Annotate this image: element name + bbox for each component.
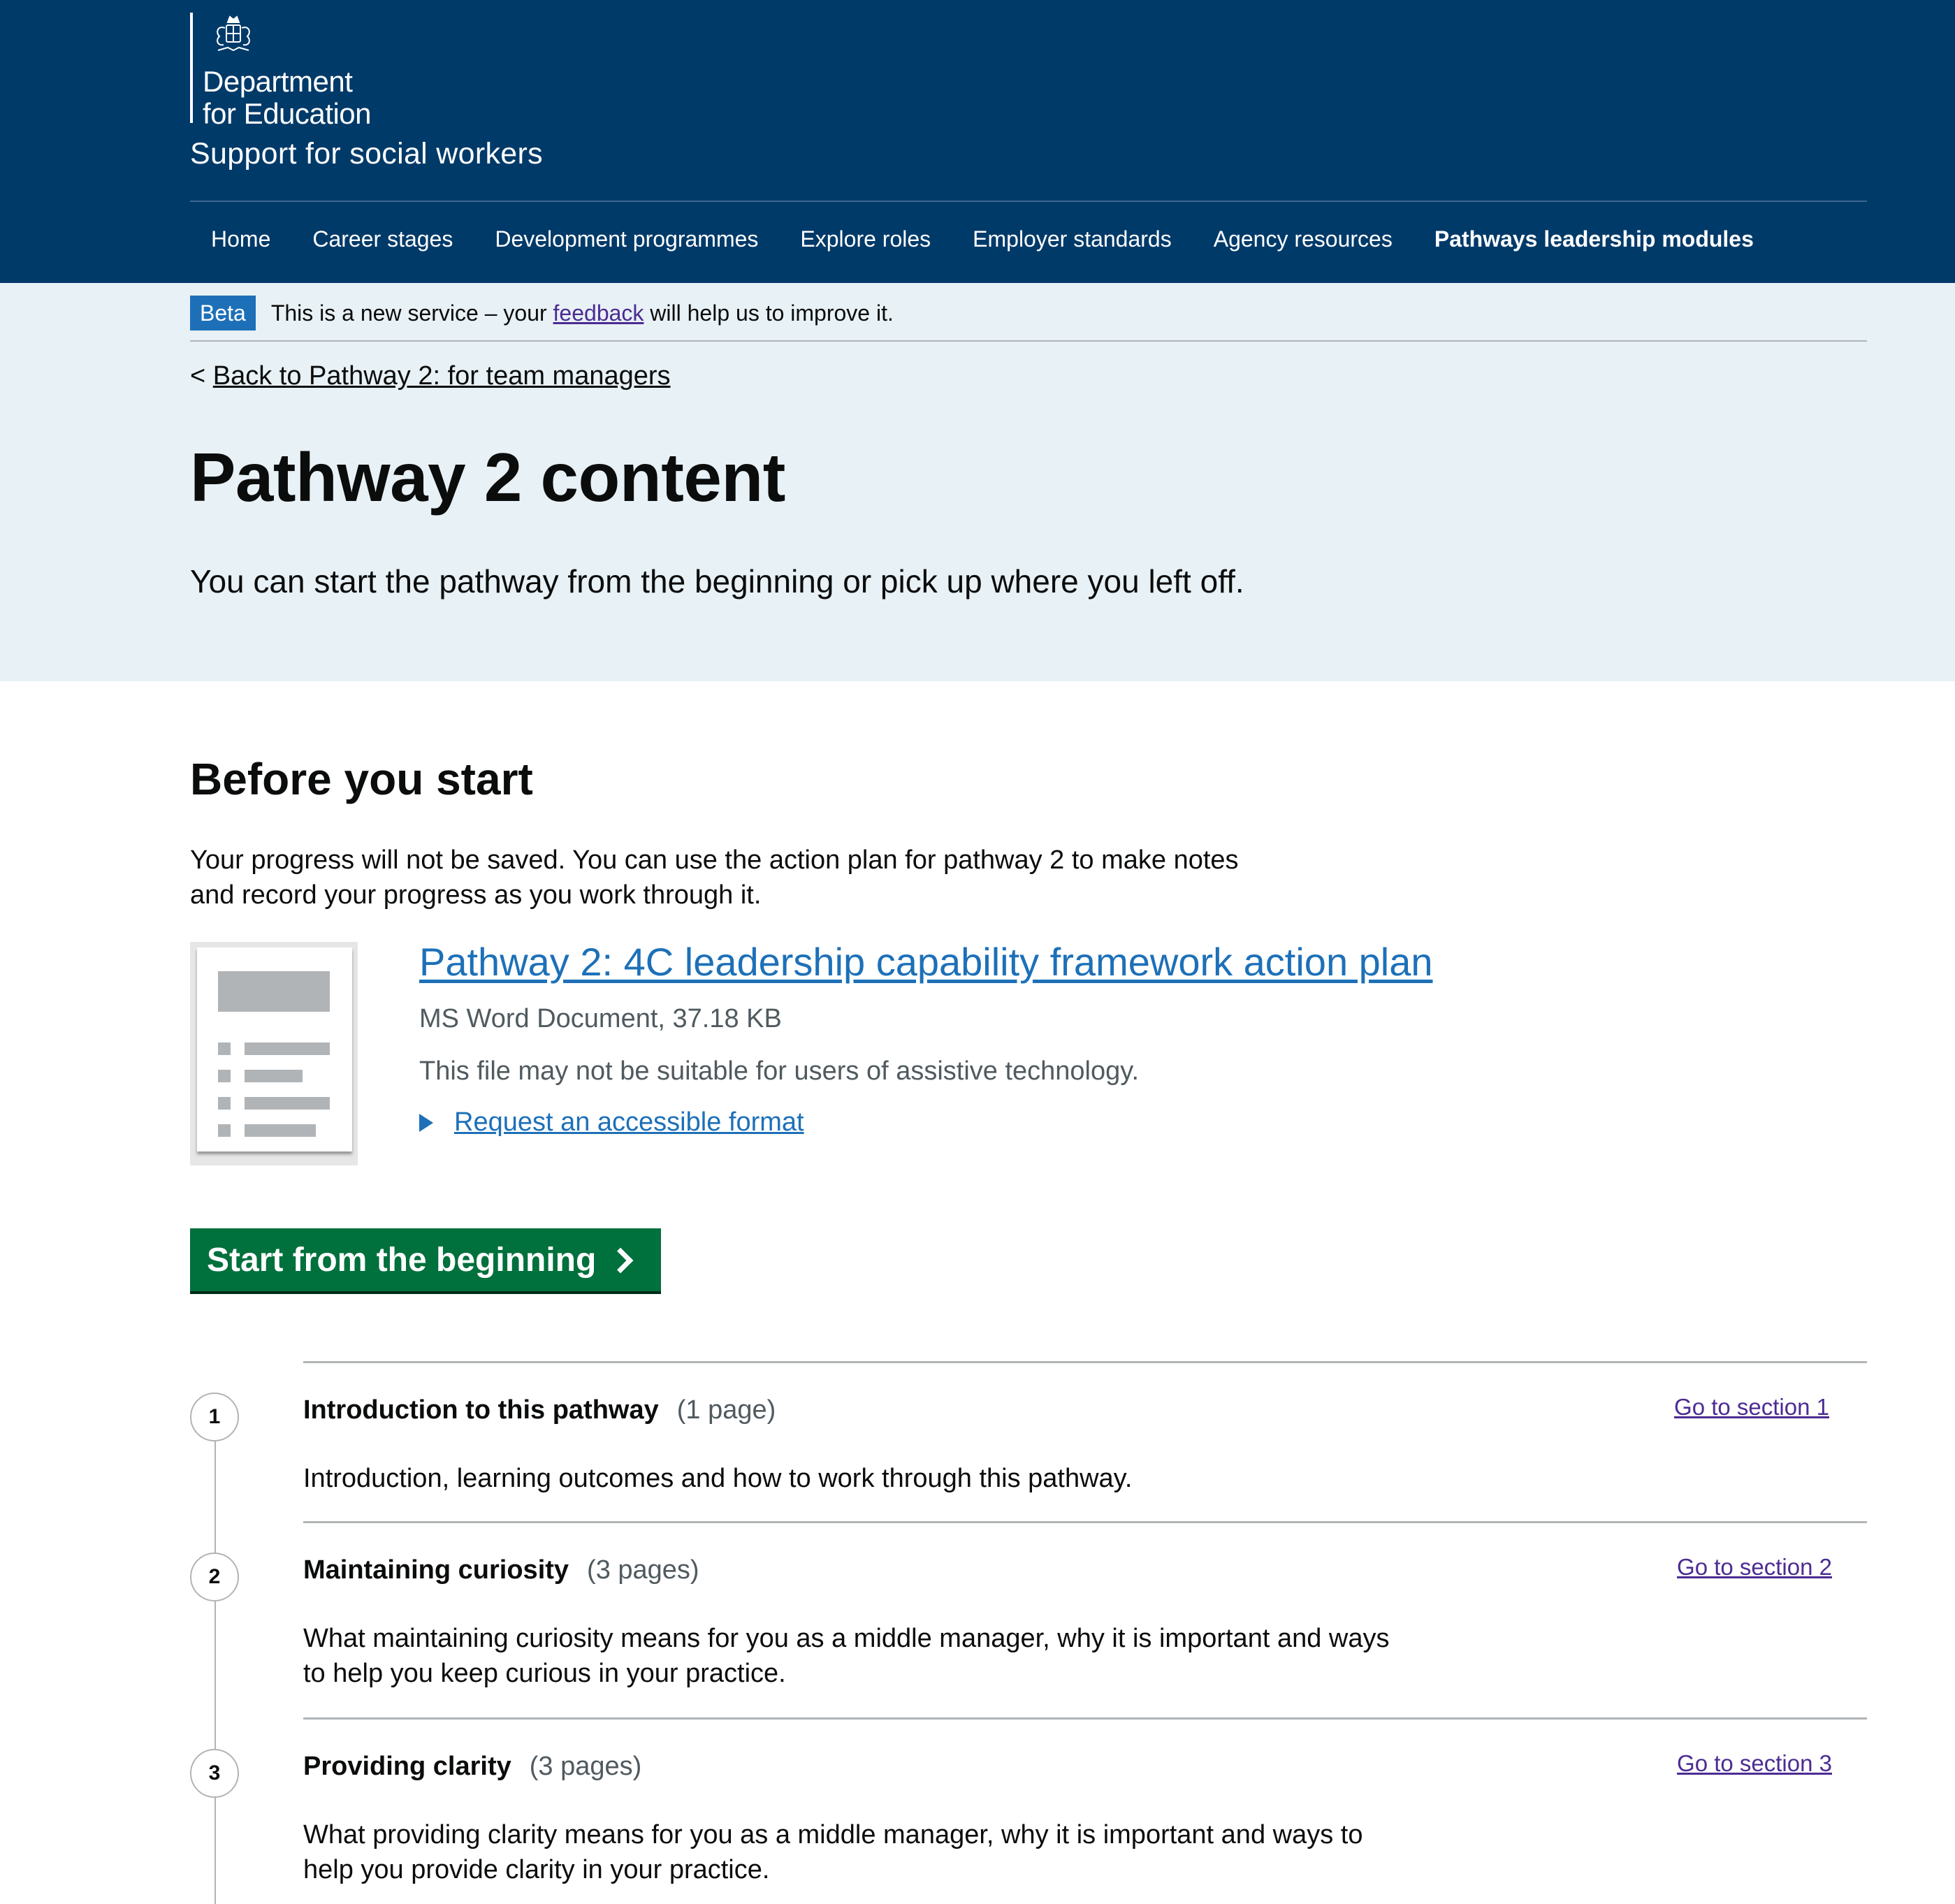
step-page-count: (3 pages) xyxy=(587,1555,699,1585)
phase-banner-text-after: will help us to improve it. xyxy=(644,300,894,326)
step-desc-line: Introduction, learning outcomes and how to work through this pathway. xyxy=(303,1464,1133,1493)
step-title-text: Introduction to this pathway xyxy=(303,1395,659,1425)
start-from-beginning-button[interactable] xyxy=(190,1228,661,1291)
site-header xyxy=(0,0,1955,283)
lead-paragraph: You can start the pathway from the beginning or pick up where you left off. xyxy=(190,563,1244,599)
nav-item-pathways-leadership-modules[interactable]: Pathways leadership modules xyxy=(1413,202,1775,283)
step-desc-line: to help you keep curious in your practice. xyxy=(303,1659,786,1688)
step-title-2 xyxy=(303,1555,699,1585)
attachment-metadata: MS Word Document, 37.18 KB xyxy=(419,1004,782,1033)
document-thumbnail[interactable] xyxy=(190,942,358,1165)
step-page-count: (1 page) xyxy=(676,1395,776,1425)
step-connector-line xyxy=(215,1439,216,1904)
back-link[interactable]: Back to Pathway 2: for team managers xyxy=(212,361,671,391)
step-page-count: (3 pages) xyxy=(529,1752,642,1781)
phase-banner-text-before: This is a new service – your xyxy=(270,300,553,326)
step-description-3 xyxy=(303,1817,1491,1887)
step-title-1 xyxy=(303,1395,776,1425)
nav-item-agency-resources[interactable]: Agency resources xyxy=(1213,226,1393,252)
step-description-1 xyxy=(303,1461,1491,1496)
service-name-link[interactable]: Support for social workers xyxy=(190,137,543,170)
request-accessible-format-link[interactable]: Request an accessible format xyxy=(454,1107,804,1137)
step-title-text: Maintaining curiosity xyxy=(303,1555,569,1585)
phase-banner xyxy=(190,296,1867,342)
intro-line-1: Your progress will not be saved. You can use the action plan for pathway 2 to make notes xyxy=(190,845,1239,875)
step-desc-line: help you provide clarity in your practice. xyxy=(303,1855,770,1884)
go-to-section-3-link[interactable]: Go to section 3 xyxy=(1677,1750,1832,1776)
phase-banner-text xyxy=(271,296,894,330)
document-icon xyxy=(197,947,352,1151)
attachment-accessibility-warning: This file may not be suitable for users of assistive technology. xyxy=(419,1056,1140,1086)
step-number-1: 1 xyxy=(190,1393,239,1441)
step-title-3 xyxy=(303,1752,641,1782)
before-you-start-text xyxy=(190,843,1378,913)
back-chevron-icon: < xyxy=(190,361,206,391)
attachment xyxy=(419,939,1433,1138)
primary-navigation xyxy=(190,202,1775,283)
request-accessible-format-details[interactable] xyxy=(419,1107,1433,1138)
nav-item-explore-roles[interactable]: Explore roles xyxy=(800,226,931,252)
go-to-section-1-link[interactable]: Go to section 1 xyxy=(1674,1394,1829,1420)
step-description-2 xyxy=(303,1621,1491,1691)
expand-triangle-icon xyxy=(419,1114,433,1132)
step-desc-line: What maintaining curiosity means for you as a middle manager, why it is important and ways xyxy=(303,1624,1390,1653)
nav-item-career-stages[interactable]: Career stages xyxy=(312,226,453,252)
hero-section xyxy=(0,283,1955,681)
back-link-wrapper xyxy=(190,361,671,391)
step-title-text: Providing clarity xyxy=(303,1752,511,1781)
go-to-section-2-link[interactable]: Go to section 2 xyxy=(1677,1554,1832,1580)
attachment-title-link[interactable]: Pathway 2: 4C leadership capability framework action plan xyxy=(419,940,1433,984)
nav-item-employer-standards[interactable]: Employer standards xyxy=(973,226,1172,252)
chevron-right-icon xyxy=(608,1248,634,1274)
org-name-line1: Department xyxy=(203,65,353,98)
before-you-start-heading: Before you start xyxy=(190,754,533,804)
nav-item-home[interactable]: Home xyxy=(211,226,271,252)
step-item-1 xyxy=(208,1361,1867,1522)
step-item-2 xyxy=(208,1521,1867,1718)
step-number-3: 3 xyxy=(190,1749,239,1798)
start-button-label: Start from the beginning xyxy=(207,1241,597,1279)
dfe-logo-link[interactable] xyxy=(190,13,371,130)
royal-crest-icon xyxy=(207,13,260,57)
step-number-2: 2 xyxy=(190,1553,239,1601)
org-name xyxy=(203,66,371,130)
feedback-link[interactable]: feedback xyxy=(553,300,644,326)
step-item-3 xyxy=(208,1717,1867,1904)
step-desc-line: What providing clarity means for you as a middle manager, why it is important and ways to xyxy=(303,1820,1363,1850)
org-name-line2: for Education xyxy=(203,97,371,130)
nav-item-development-programmes[interactable]: Development programmes xyxy=(495,226,759,252)
beta-tag: Beta xyxy=(190,296,256,330)
intro-line-2: and record your progress as you work through it. xyxy=(190,880,762,910)
page-title: Pathway 2 content xyxy=(190,439,785,516)
